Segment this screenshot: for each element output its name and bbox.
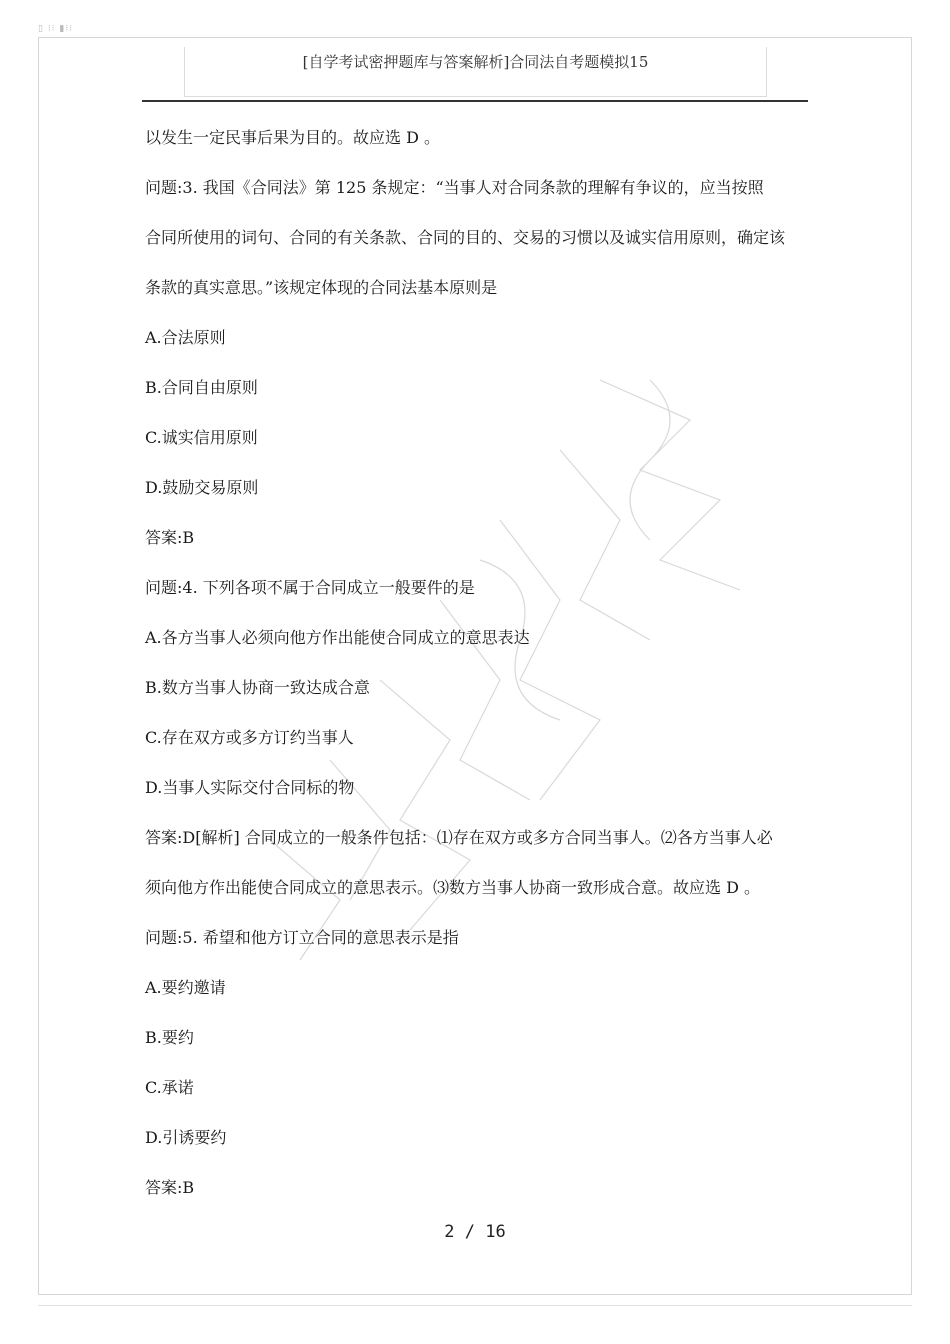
question-5-option-d: D.引诱要约 (145, 1128, 227, 1147)
question-3-option-d: D.鼓励交易原则 (145, 478, 259, 497)
document-title: [自学考试密押题库与答案解析]合同法自考题模拟15 (302, 53, 649, 71)
question-5-answer: 答案:B (145, 1178, 195, 1197)
question-5-stem: 问题:5. 希望和他方订立合同的意思表示是指 (145, 928, 459, 947)
question-3-option-b: B.合同自由原则 (145, 378, 258, 397)
question-4-option-a: A.各方当事人必须向他方作出能使合同成立的意思表达 (145, 628, 530, 647)
question-3-answer: 答案:B (145, 528, 195, 547)
question-4-answer: 答案:D[解析] 合同成立的一般条件包括：⑴存在双方或多方合同当事人。⑵各方当事人必 (145, 828, 773, 847)
page-indicator: 2 / 16 (444, 1222, 506, 1242)
question-3-option-c: C.诚实信用原则 (145, 428, 258, 447)
question-4-option-d: D.当事人实际交付合同标的物 (145, 778, 355, 797)
question-3-stem-cont: 合同所使用的词句、合同的有关条款、合同的目的、交易的习惯以及诚实信用原则，确定该 (145, 228, 786, 247)
text-line: 以发生一定民事后果为目的。故应选 D 。 (145, 128, 441, 147)
question-5-option-a: A.要约邀请 (145, 978, 226, 997)
corner-mark: ▯ ⁝⁝ ▮⁝⁝ (38, 24, 74, 34)
question-5-option-c: C.承诺 (145, 1078, 194, 1097)
document-body (145, 118, 810, 1218)
question-4-option-b: B.数方当事人协商一致达成合意 (145, 678, 370, 697)
question-4-answer-cont: 须向他方作出能使合同成立的意思表示。⑶数方当事人协商一致形成合意。故应选 D 。 (145, 878, 761, 897)
question-4-stem: 问题:4. 下列各项不属于合同成立一般要件的是 (145, 578, 475, 597)
header-divider (142, 100, 808, 102)
question-4-option-c: C.存在双方或多方订约当事人 (145, 728, 354, 747)
question-3-option-a: A.合法原则 (145, 328, 226, 347)
question-3-stem-cont: 条款的真实意思。”该规定体现的合同法基本原则是 (145, 278, 498, 297)
question-5-option-b: B.要约 (145, 1028, 194, 1047)
page-header (184, 47, 767, 97)
footer-divider (38, 1305, 912, 1306)
question-3-stem: 问题:3. 我国《合同法》第 125 条规定：“当事人对合同条款的理解有争议的，应当按照 (145, 178, 764, 197)
